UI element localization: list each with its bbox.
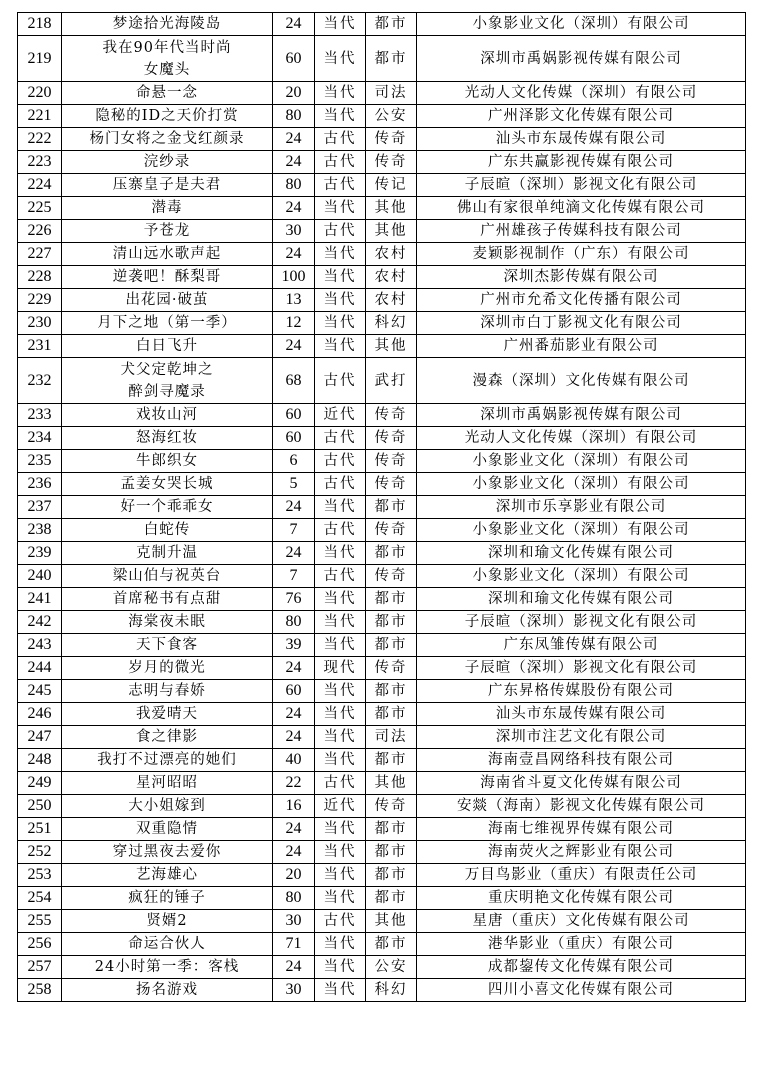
company-cell: 广东凤雏传媒有限公司 xyxy=(417,634,746,657)
era-cell: 古代 xyxy=(315,473,366,496)
genre-cell: 传奇 xyxy=(366,473,417,496)
table-row xyxy=(18,450,746,473)
era-cell: 古代 xyxy=(315,772,366,795)
table-row xyxy=(18,680,746,703)
era-cell: 当代 xyxy=(315,726,366,749)
episodes-cell: 20 xyxy=(273,864,315,887)
episodes-cell: 30 xyxy=(273,979,315,1002)
company-cell: 小象影业文化（深圳）有限公司 xyxy=(417,473,746,496)
table-row xyxy=(18,105,746,128)
genre-cell: 其他 xyxy=(366,772,417,795)
company-cell: 星唐（重庆）文化传媒有限公司 xyxy=(417,910,746,933)
genre-cell: 都市 xyxy=(366,588,417,611)
era-cell: 当代 xyxy=(315,887,366,910)
row-number-cell: 224 xyxy=(18,174,62,197)
table-body xyxy=(18,13,746,1002)
table-row xyxy=(18,979,746,1002)
title-cell: 岁月的微光 xyxy=(62,657,273,680)
era-cell: 当代 xyxy=(315,36,366,82)
era-cell: 古代 xyxy=(315,151,366,174)
row-number-cell: 246 xyxy=(18,703,62,726)
table-row xyxy=(18,335,746,358)
era-cell: 当代 xyxy=(315,105,366,128)
company-cell: 成都鋆传文化传媒有限公司 xyxy=(417,956,746,979)
company-cell: 小象影业文化（深圳）有限公司 xyxy=(417,450,746,473)
table-row xyxy=(18,128,746,151)
row-number-cell: 235 xyxy=(18,450,62,473)
genre-cell: 其他 xyxy=(366,220,417,243)
genre-cell: 都市 xyxy=(366,818,417,841)
table-row xyxy=(18,726,746,749)
table-row xyxy=(18,956,746,979)
episodes-cell: 5 xyxy=(273,473,315,496)
episodes-cell: 80 xyxy=(273,105,315,128)
title-cell: 隐秘的ID之天价打赏 xyxy=(62,105,273,128)
title-cell: 梁山伯与祝英台 xyxy=(62,565,273,588)
company-cell: 子辰暄（深圳）影视文化有限公司 xyxy=(417,174,746,197)
episodes-cell: 24 xyxy=(273,496,315,519)
genre-cell: 传奇 xyxy=(366,795,417,818)
era-cell: 当代 xyxy=(315,841,366,864)
title-cell: 潜毒 xyxy=(62,197,273,220)
row-number-cell: 218 xyxy=(18,13,62,36)
table-row xyxy=(18,772,746,795)
era-cell: 当代 xyxy=(315,243,366,266)
episodes-cell: 24 xyxy=(273,335,315,358)
title-cell: 怒海红妆 xyxy=(62,427,273,450)
title-cell: 牛郎织女 xyxy=(62,450,273,473)
episodes-cell: 24 xyxy=(273,726,315,749)
company-cell: 四川小喜文化传媒有限公司 xyxy=(417,979,746,1002)
era-cell: 近代 xyxy=(315,795,366,818)
title-cell: 疯狂的锤子 xyxy=(62,887,273,910)
title-line: 女魔头 xyxy=(143,61,191,78)
company-cell: 汕头市东晟传媒有限公司 xyxy=(417,128,746,151)
episodes-cell: 24 xyxy=(273,128,315,151)
company-cell: 海南省斗夏文化传媒有限公司 xyxy=(417,772,746,795)
genre-cell: 都市 xyxy=(366,703,417,726)
era-cell: 当代 xyxy=(315,588,366,611)
genre-cell: 传记 xyxy=(366,174,417,197)
table-row xyxy=(18,404,746,427)
genre-cell: 传奇 xyxy=(366,565,417,588)
genre-cell: 都市 xyxy=(366,841,417,864)
table-row xyxy=(18,197,746,220)
table-row xyxy=(18,588,746,611)
company-cell: 广州泽影文化传媒有限公司 xyxy=(417,105,746,128)
genre-cell: 传奇 xyxy=(366,404,417,427)
company-cell: 麦颖影视制作（广东）有限公司 xyxy=(417,243,746,266)
genre-cell: 科幻 xyxy=(366,979,417,1002)
row-number-cell: 254 xyxy=(18,887,62,910)
episodes-cell: 60 xyxy=(273,36,315,82)
table-row xyxy=(18,910,746,933)
genre-cell: 都市 xyxy=(366,864,417,887)
episodes-cell: 68 xyxy=(273,358,315,404)
era-cell: 当代 xyxy=(315,979,366,1002)
episodes-cell: 80 xyxy=(273,174,315,197)
table-row xyxy=(18,611,746,634)
title-cell: 穿过黑夜去爱你 xyxy=(62,841,273,864)
table-row xyxy=(18,289,746,312)
table-row xyxy=(18,36,746,82)
table-row xyxy=(18,634,746,657)
genre-cell: 其他 xyxy=(366,910,417,933)
era-cell: 当代 xyxy=(315,197,366,220)
row-number-cell: 225 xyxy=(18,197,62,220)
table-row xyxy=(18,427,746,450)
title-line: 醉剑寻魔录 xyxy=(128,383,206,400)
era-cell: 当代 xyxy=(315,289,366,312)
episodes-cell: 24 xyxy=(273,542,315,565)
company-cell: 港华影业（重庆）有限公司 xyxy=(417,933,746,956)
episodes-cell: 24 xyxy=(273,657,315,680)
company-cell: 光动人文化传媒（深圳）有限公司 xyxy=(417,427,746,450)
title-cell: 双重隐情 xyxy=(62,818,273,841)
table-row xyxy=(18,933,746,956)
company-cell: 小象影业文化（深圳）有限公司 xyxy=(417,13,746,36)
episodes-cell: 20 xyxy=(273,82,315,105)
episodes-cell: 24 xyxy=(273,956,315,979)
row-number-cell: 232 xyxy=(18,358,62,404)
episodes-cell: 12 xyxy=(273,312,315,335)
era-cell: 古代 xyxy=(315,220,366,243)
episodes-cell: 13 xyxy=(273,289,315,312)
title-cell: 命运合伙人 xyxy=(62,933,273,956)
table-row xyxy=(18,749,746,772)
episodes-cell: 7 xyxy=(273,519,315,542)
title-cell: 梦途拾光海陵岛 xyxy=(62,13,273,36)
episodes-cell: 30 xyxy=(273,220,315,243)
row-number-cell: 240 xyxy=(18,565,62,588)
row-number-cell: 248 xyxy=(18,749,62,772)
episodes-cell: 39 xyxy=(273,634,315,657)
title-cell: 星河昭昭 xyxy=(62,772,273,795)
title-cell: 天下食客 xyxy=(62,634,273,657)
table-row xyxy=(18,887,746,910)
row-number-cell: 245 xyxy=(18,680,62,703)
row-number-cell: 258 xyxy=(18,979,62,1002)
title-cell: 好一个乖乖女 xyxy=(62,496,273,519)
era-cell: 古代 xyxy=(315,174,366,197)
era-cell: 当代 xyxy=(315,335,366,358)
episodes-cell: 24 xyxy=(273,243,315,266)
title-cell: 月下之地（第一季） xyxy=(62,312,273,335)
row-number-cell: 256 xyxy=(18,933,62,956)
era-cell: 古代 xyxy=(315,358,366,404)
genre-cell: 公安 xyxy=(366,956,417,979)
table-row xyxy=(18,841,746,864)
company-cell: 汕头市东晟传媒有限公司 xyxy=(417,703,746,726)
title-cell: 出花园·破茧 xyxy=(62,289,273,312)
company-cell: 佛山有家很单纯滴文化传媒有限公司 xyxy=(417,197,746,220)
era-cell: 当代 xyxy=(315,703,366,726)
genre-cell: 武打 xyxy=(366,358,417,404)
title-cell: 白蛇传 xyxy=(62,519,273,542)
company-cell: 万目鸟影业（重庆）有限责任公司 xyxy=(417,864,746,887)
title-cell: 24小时第一季：客栈 xyxy=(62,956,273,979)
table-row xyxy=(18,818,746,841)
table-row xyxy=(18,82,746,105)
episodes-cell: 24 xyxy=(273,197,315,220)
row-number-cell: 236 xyxy=(18,473,62,496)
title-cell: 首席秘书有点甜 xyxy=(62,588,273,611)
table-row xyxy=(18,795,746,818)
table-row xyxy=(18,496,746,519)
row-number-cell: 220 xyxy=(18,82,62,105)
drama-registry-table xyxy=(17,12,746,1002)
title-cell xyxy=(62,36,273,82)
company-cell: 漫森（深圳）文化传媒有限公司 xyxy=(417,358,746,404)
era-cell: 当代 xyxy=(315,82,366,105)
table-row xyxy=(18,519,746,542)
genre-cell: 都市 xyxy=(366,887,417,910)
era-cell: 古代 xyxy=(315,450,366,473)
genre-cell: 传奇 xyxy=(366,657,417,680)
table-row xyxy=(18,358,746,404)
row-number-cell: 255 xyxy=(18,910,62,933)
row-number-cell: 233 xyxy=(18,404,62,427)
row-number-cell: 226 xyxy=(18,220,62,243)
company-cell: 深圳和瑜文化传媒有限公司 xyxy=(417,542,746,565)
title-cell: 压寨皇子是夫君 xyxy=(62,174,273,197)
row-number-cell: 252 xyxy=(18,841,62,864)
title-cell: 白日飞升 xyxy=(62,335,273,358)
title-cell: 清山远水歌声起 xyxy=(62,243,273,266)
company-cell: 子辰暄（深圳）影视文化有限公司 xyxy=(417,657,746,680)
title-cell: 贤婿2 xyxy=(62,910,273,933)
genre-cell: 都市 xyxy=(366,611,417,634)
table-row xyxy=(18,266,746,289)
title-cell: 命悬一念 xyxy=(62,82,273,105)
era-cell: 当代 xyxy=(315,956,366,979)
genre-cell: 传奇 xyxy=(366,427,417,450)
table-row xyxy=(18,13,746,36)
episodes-cell: 80 xyxy=(273,887,315,910)
row-number-cell: 221 xyxy=(18,105,62,128)
company-cell: 小象影业文化（深圳）有限公司 xyxy=(417,519,746,542)
row-number-cell: 250 xyxy=(18,795,62,818)
genre-cell: 传奇 xyxy=(366,519,417,542)
title-cell: 食之律影 xyxy=(62,726,273,749)
genre-cell: 都市 xyxy=(366,36,417,82)
genre-cell: 公安 xyxy=(366,105,417,128)
title-cell: 艺海雄心 xyxy=(62,864,273,887)
company-cell: 深圳和瑜文化传媒有限公司 xyxy=(417,588,746,611)
genre-cell: 都市 xyxy=(366,680,417,703)
company-cell: 深圳杰影传媒有限公司 xyxy=(417,266,746,289)
episodes-cell: 60 xyxy=(273,404,315,427)
episodes-cell: 60 xyxy=(273,427,315,450)
row-number-cell: 229 xyxy=(18,289,62,312)
company-cell: 海南荧火之辉影业有限公司 xyxy=(417,841,746,864)
table-row xyxy=(18,542,746,565)
company-cell: 光动人文化传媒（深圳）有限公司 xyxy=(417,82,746,105)
row-number-cell: 241 xyxy=(18,588,62,611)
episodes-cell: 80 xyxy=(273,611,315,634)
table-row xyxy=(18,174,746,197)
row-number-cell: 239 xyxy=(18,542,62,565)
genre-cell: 传奇 xyxy=(366,450,417,473)
company-cell: 重庆明艳文化传媒有限公司 xyxy=(417,887,746,910)
table-row xyxy=(18,243,746,266)
genre-cell: 其他 xyxy=(366,197,417,220)
title-line: 犬父定乾坤之 xyxy=(120,361,214,378)
title-cell: 大小姐嫁到 xyxy=(62,795,273,818)
title-line: 我在90年代当时尚 xyxy=(102,39,232,56)
era-cell: 古代 xyxy=(315,128,366,151)
row-number-cell: 244 xyxy=(18,657,62,680)
title-cell: 志明与春娇 xyxy=(62,680,273,703)
title-cell: 予苍龙 xyxy=(62,220,273,243)
company-cell: 子辰暄（深圳）影视文化有限公司 xyxy=(417,611,746,634)
genre-cell: 都市 xyxy=(366,13,417,36)
genre-cell: 都市 xyxy=(366,933,417,956)
row-number-cell: 238 xyxy=(18,519,62,542)
era-cell: 当代 xyxy=(315,933,366,956)
era-cell: 当代 xyxy=(315,818,366,841)
title-cell: 扬名游戏 xyxy=(62,979,273,1002)
document-page xyxy=(17,12,745,1002)
era-cell: 当代 xyxy=(315,496,366,519)
row-number-cell: 251 xyxy=(18,818,62,841)
table-row xyxy=(18,312,746,335)
table-row xyxy=(18,864,746,887)
title-cell: 杨门女将之金戈红颜录 xyxy=(62,128,273,151)
episodes-cell: 60 xyxy=(273,680,315,703)
row-number-cell: 222 xyxy=(18,128,62,151)
genre-cell: 农村 xyxy=(366,289,417,312)
episodes-cell: 24 xyxy=(273,841,315,864)
episodes-cell: 100 xyxy=(273,266,315,289)
company-cell: 广东共赢影视传媒有限公司 xyxy=(417,151,746,174)
row-number-cell: 243 xyxy=(18,634,62,657)
episodes-cell: 7 xyxy=(273,565,315,588)
episodes-cell: 6 xyxy=(273,450,315,473)
episodes-cell: 76 xyxy=(273,588,315,611)
company-cell: 海南七维视界传媒有限公司 xyxy=(417,818,746,841)
company-cell: 广州番茄影业有限公司 xyxy=(417,335,746,358)
episodes-cell: 24 xyxy=(273,13,315,36)
genre-cell: 司法 xyxy=(366,82,417,105)
row-number-cell: 257 xyxy=(18,956,62,979)
company-cell: 海南壹昌网络科技有限公司 xyxy=(417,749,746,772)
row-number-cell: 231 xyxy=(18,335,62,358)
era-cell: 古代 xyxy=(315,565,366,588)
genre-cell: 农村 xyxy=(366,243,417,266)
era-cell: 古代 xyxy=(315,427,366,450)
era-cell: 当代 xyxy=(315,611,366,634)
genre-cell: 传奇 xyxy=(366,151,417,174)
row-number-cell: 234 xyxy=(18,427,62,450)
table-row xyxy=(18,151,746,174)
episodes-cell: 71 xyxy=(273,933,315,956)
genre-cell: 其他 xyxy=(366,335,417,358)
era-cell: 当代 xyxy=(315,542,366,565)
row-number-cell: 230 xyxy=(18,312,62,335)
era-cell: 当代 xyxy=(315,749,366,772)
era-cell: 当代 xyxy=(315,634,366,657)
company-cell: 安燚（海南）影视文化传媒有限公司 xyxy=(417,795,746,818)
title-cell: 克制升温 xyxy=(62,542,273,565)
row-number-cell: 247 xyxy=(18,726,62,749)
episodes-cell: 24 xyxy=(273,818,315,841)
episodes-cell: 22 xyxy=(273,772,315,795)
company-cell: 深圳市禹娲影视传媒有限公司 xyxy=(417,404,746,427)
title-cell: 浣纱录 xyxy=(62,151,273,174)
episodes-cell: 24 xyxy=(273,151,315,174)
era-cell: 近代 xyxy=(315,404,366,427)
title-cell: 逆袭吧！酥梨哥 xyxy=(62,266,273,289)
row-number-cell: 253 xyxy=(18,864,62,887)
genre-cell: 科幻 xyxy=(366,312,417,335)
table-row xyxy=(18,565,746,588)
genre-cell: 都市 xyxy=(366,542,417,565)
row-number-cell: 227 xyxy=(18,243,62,266)
row-number-cell: 242 xyxy=(18,611,62,634)
era-cell: 当代 xyxy=(315,680,366,703)
title-cell: 戏妆山河 xyxy=(62,404,273,427)
era-cell: 古代 xyxy=(315,910,366,933)
company-cell: 深圳市注艺文化有限公司 xyxy=(417,726,746,749)
era-cell: 当代 xyxy=(315,864,366,887)
title-cell: 孟姜女哭长城 xyxy=(62,473,273,496)
era-cell: 当代 xyxy=(315,312,366,335)
episodes-cell: 24 xyxy=(273,703,315,726)
row-number-cell: 223 xyxy=(18,151,62,174)
company-cell: 深圳市白丁影视文化有限公司 xyxy=(417,312,746,335)
title-cell: 我爱晴天 xyxy=(62,703,273,726)
row-number-cell: 228 xyxy=(18,266,62,289)
genre-cell: 传奇 xyxy=(366,128,417,151)
company-cell: 深圳市乐享影业有限公司 xyxy=(417,496,746,519)
episodes-cell: 40 xyxy=(273,749,315,772)
genre-cell: 都市 xyxy=(366,634,417,657)
company-cell: 小象影业文化（深圳）有限公司 xyxy=(417,565,746,588)
table-row xyxy=(18,220,746,243)
table-row xyxy=(18,473,746,496)
genre-cell: 都市 xyxy=(366,749,417,772)
genre-cell: 农村 xyxy=(366,266,417,289)
title-cell: 我打不过漂亮的她们 xyxy=(62,749,273,772)
row-number-cell: 237 xyxy=(18,496,62,519)
company-cell: 广州雄孩子传媒科技有限公司 xyxy=(417,220,746,243)
company-cell: 广州市允希文化传播有限公司 xyxy=(417,289,746,312)
episodes-cell: 16 xyxy=(273,795,315,818)
title-cell: 海棠夜未眠 xyxy=(62,611,273,634)
row-number-cell: 219 xyxy=(18,36,62,82)
title-cell xyxy=(62,358,273,404)
table-row xyxy=(18,657,746,680)
era-cell: 古代 xyxy=(315,519,366,542)
company-cell: 深圳市禹娲影视传媒有限公司 xyxy=(417,36,746,82)
episodes-cell: 30 xyxy=(273,910,315,933)
era-cell: 当代 xyxy=(315,13,366,36)
table-row xyxy=(18,703,746,726)
era-cell: 当代 xyxy=(315,266,366,289)
genre-cell: 都市 xyxy=(366,496,417,519)
genre-cell: 司法 xyxy=(366,726,417,749)
era-cell: 现代 xyxy=(315,657,366,680)
company-cell: 广东昇格传媒股份有限公司 xyxy=(417,680,746,703)
row-number-cell: 249 xyxy=(18,772,62,795)
